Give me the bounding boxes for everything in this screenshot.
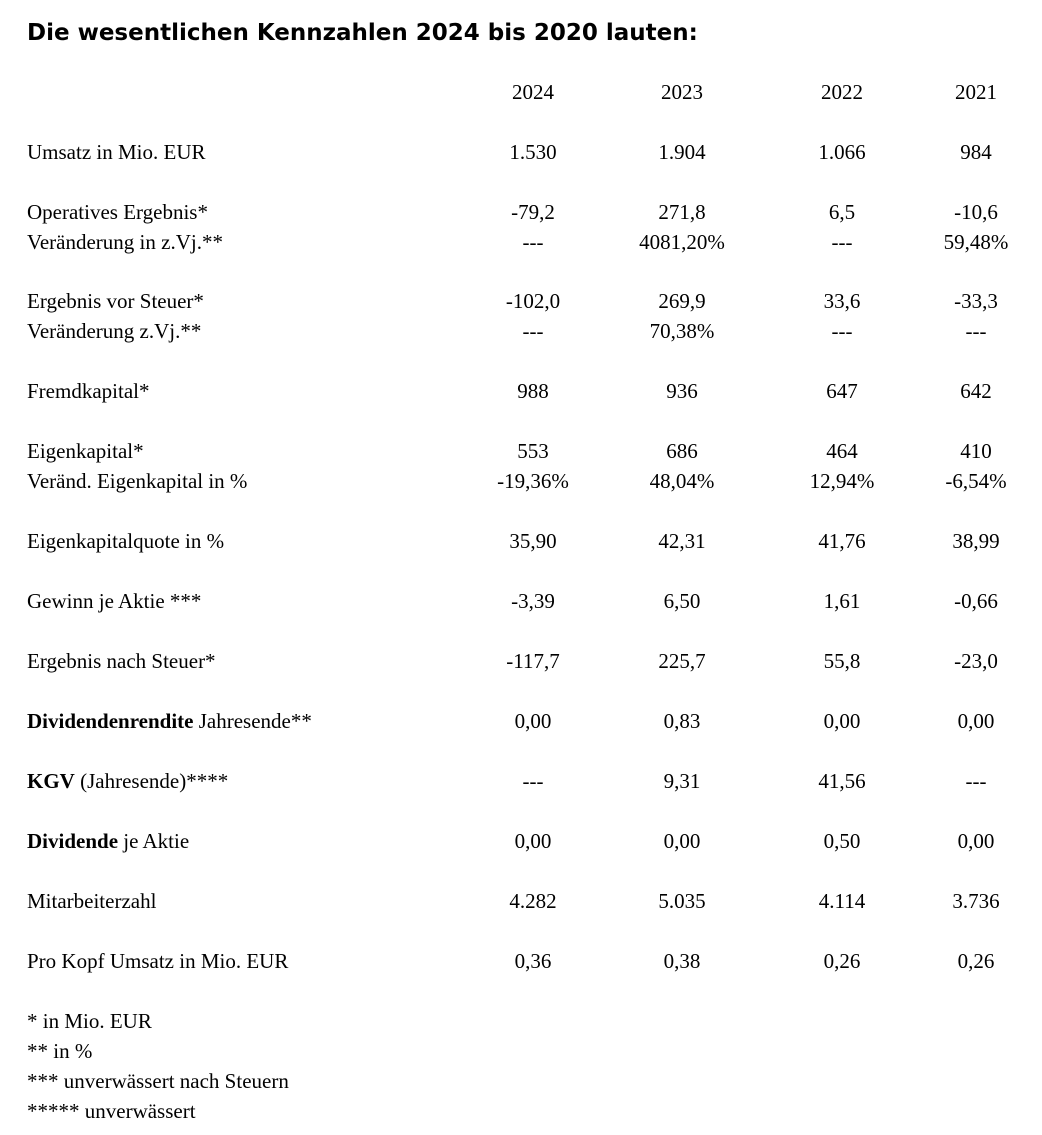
- row-value: -33,3: [954, 289, 998, 313]
- year-header: 2021: [955, 80, 997, 104]
- row-value: -79,2: [511, 200, 555, 224]
- row-value: 6,5: [828, 200, 856, 224]
- row-label: Ergebnis vor Steuer*: [27, 289, 204, 313]
- row-value: 0,00: [957, 829, 995, 853]
- row-value: 1,61: [823, 589, 861, 613]
- row-label-rest: je Aktie: [118, 829, 190, 853]
- row-value: 48,04%: [649, 469, 715, 493]
- row-label: [27, 766, 228, 796]
- row-value: 0,83: [663, 709, 701, 733]
- row-value: 686: [666, 439, 698, 463]
- row-value: ---: [522, 230, 544, 254]
- row-value: 0,36: [514, 949, 552, 973]
- row-value: -23,0: [954, 649, 998, 673]
- row-value: 59,48%: [943, 230, 1009, 254]
- year-header: 2023: [661, 80, 703, 104]
- row-label: [27, 706, 312, 736]
- row-value: 12,94%: [809, 469, 875, 493]
- row-value: -102,0: [505, 289, 561, 313]
- row-value: -3,39: [511, 589, 555, 613]
- row-value: 0,00: [957, 709, 995, 733]
- row-value: 464: [826, 439, 858, 463]
- footnote: ***** unverwässert: [27, 1099, 196, 1123]
- row-label-bold: KGV: [27, 769, 75, 793]
- row-label: Operatives Ergebnis*: [27, 200, 208, 224]
- row-value: ---: [522, 319, 544, 343]
- row-value: 3.736: [952, 889, 1000, 913]
- row-value: 1.904: [658, 140, 706, 164]
- row-value: 0,26: [823, 949, 861, 973]
- row-value: 70,38%: [649, 319, 715, 343]
- row-value: -10,6: [954, 200, 998, 224]
- row-value: -19,36%: [497, 469, 569, 493]
- row-label: [27, 826, 189, 856]
- row-label: Veränd. Eigenkapital in %: [27, 469, 248, 493]
- row-value: 269,9: [658, 289, 706, 313]
- row-value: 55,8: [823, 649, 861, 673]
- row-label-bold: Dividende: [27, 829, 119, 853]
- row-value: 0,00: [514, 709, 552, 733]
- row-label: Gewinn je Aktie ***: [27, 589, 202, 613]
- row-value: 38,99: [952, 529, 1000, 553]
- row-value: -6,54%: [945, 469, 1007, 493]
- row-value: 1.530: [509, 140, 557, 164]
- row-value: ---: [965, 319, 987, 343]
- row-label: Mitarbeiterzahl: [27, 889, 157, 913]
- row-value: 41,56: [818, 769, 866, 793]
- row-value: 0,26: [957, 949, 995, 973]
- row-value: -0,66: [954, 589, 998, 613]
- row-value: 41,76: [818, 529, 866, 553]
- row-value: 225,7: [658, 649, 706, 673]
- row-label: Umsatz in Mio. EUR: [27, 140, 206, 164]
- row-value: 984: [960, 140, 992, 164]
- row-value: 0,00: [823, 709, 861, 733]
- row-value: 42,31: [658, 529, 706, 553]
- row-label-bold: Dividendenrendite: [27, 709, 194, 733]
- row-value: 1.066: [818, 140, 866, 164]
- row-value: ---: [522, 769, 544, 793]
- row-value: -117,7: [506, 649, 560, 673]
- row-value: 0,00: [514, 829, 552, 853]
- row-value: 0,00: [663, 829, 701, 853]
- row-value: 4081,20%: [639, 230, 725, 254]
- year-header: 2024: [512, 80, 554, 104]
- row-value: 988: [517, 379, 549, 403]
- footnote: ** in %: [27, 1039, 93, 1063]
- row-value: 553: [517, 439, 549, 463]
- row-value: 410: [960, 439, 992, 463]
- row-value: 9,31: [663, 769, 701, 793]
- row-label: Eigenkapital*: [27, 439, 144, 463]
- row-label-rest: (Jahresende)****: [74, 769, 229, 793]
- row-label: Veränderung z.Vj.**: [27, 319, 202, 343]
- row-label: Fremdkapital*: [27, 379, 150, 403]
- row-value: 33,6: [823, 289, 861, 313]
- row-value: ---: [965, 769, 987, 793]
- row-value: ---: [831, 319, 853, 343]
- row-value: 0,38: [663, 949, 701, 973]
- row-value: 6,50: [663, 589, 701, 613]
- row-value: ---: [831, 230, 853, 254]
- year-header: 2022: [821, 80, 863, 104]
- footnote: * in Mio. EUR: [27, 1009, 152, 1033]
- row-label: Eigenkapitalquote in %: [27, 529, 225, 553]
- row-label: Ergebnis nach Steuer*: [27, 649, 216, 673]
- row-value: 4.114: [818, 889, 866, 913]
- row-value: 5.035: [658, 889, 706, 913]
- row-value: 647: [826, 379, 858, 403]
- row-value: 271,8: [658, 200, 706, 224]
- row-value: 936: [666, 379, 698, 403]
- row-label: Pro Kopf Umsatz in Mio. EUR: [27, 949, 289, 973]
- page-title: Die wesentlichen Kennzahlen 2024 bis 2020 lauten:: [27, 20, 698, 46]
- row-value: 35,90: [509, 529, 557, 553]
- row-value: 642: [960, 379, 992, 403]
- row-label: Veränderung in z.Vj.**: [27, 230, 223, 254]
- row-value: 4.282: [509, 889, 557, 913]
- footnote: *** unverwässert nach Steuern: [27, 1069, 289, 1093]
- row-label-rest: Jahresende**: [193, 709, 312, 733]
- row-value: 0,50: [823, 829, 861, 853]
